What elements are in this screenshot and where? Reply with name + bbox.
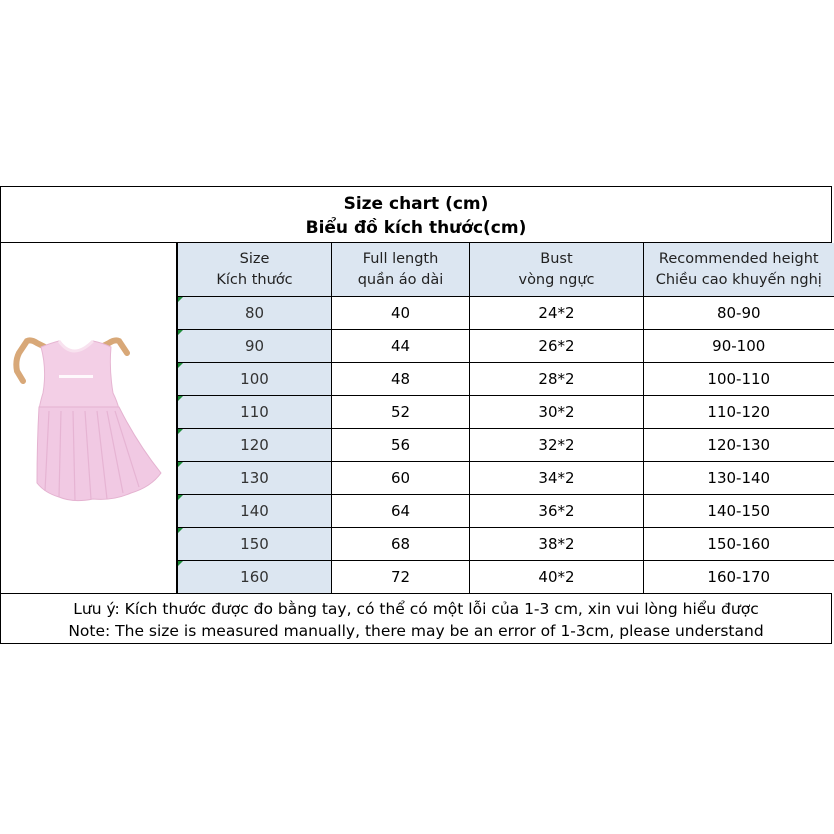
cell-size: 130	[178, 462, 332, 495]
table-row	[178, 429, 834, 462]
header-bust-vi: vòng ngực	[518, 271, 595, 288]
note-english: Note: The size is measured manually, there may be an error of 1-3cm, please understand	[68, 622, 764, 640]
header-length-vi: quần áo dài	[357, 271, 444, 288]
cell-height: 110-120	[644, 396, 834, 429]
cell-bust: 38*2	[470, 528, 644, 561]
cell-length: 60	[332, 462, 470, 495]
pink-dress-image	[1, 243, 177, 593]
table-row	[178, 330, 834, 363]
cell-size: 160	[178, 561, 332, 594]
title-vietnamese: Biểu đồ kích thước(cm)	[305, 218, 527, 238]
cell-height: 100-110	[644, 363, 834, 396]
cell-height: 80-90	[644, 297, 834, 330]
title-english: Size chart (cm)	[343, 194, 489, 214]
cell-height: 160-170	[644, 561, 834, 594]
header-size-vi: Kích thước	[216, 271, 293, 288]
cell-length: 64	[332, 495, 470, 528]
table-row	[178, 363, 834, 396]
cell-length: 40	[332, 297, 470, 330]
table-row	[178, 528, 834, 561]
cell-size: 100	[178, 363, 332, 396]
cell-bust: 32*2	[470, 429, 644, 462]
cell-height: 120-130	[644, 429, 834, 462]
cell-bust: 40*2	[470, 561, 644, 594]
header-bust	[470, 243, 644, 297]
cell-length: 56	[332, 429, 470, 462]
cell-length: 48	[332, 363, 470, 396]
table-row	[178, 561, 834, 594]
cell-bust: 28*2	[470, 363, 644, 396]
table-row	[178, 297, 834, 330]
table-row	[178, 396, 834, 429]
cell-height: 130-140	[644, 462, 834, 495]
cell-bust: 24*2	[470, 297, 644, 330]
table-header-row	[178, 243, 834, 297]
cell-length: 72	[332, 561, 470, 594]
cell-height: 90-100	[644, 330, 834, 363]
header-height-vi: Chiều cao khuyến nghị	[655, 271, 822, 288]
cell-height: 150-160	[644, 528, 834, 561]
cell-bust: 34*2	[470, 462, 644, 495]
header-bust-en: Bust	[540, 250, 573, 267]
cell-size: 120	[178, 429, 332, 462]
cell-size: 150	[178, 528, 332, 561]
cell-length: 68	[332, 528, 470, 561]
product-image-cell	[1, 243, 177, 593]
cell-size: 90	[178, 330, 332, 363]
chart-title	[1, 187, 831, 243]
cell-size: 140	[178, 495, 332, 528]
header-height	[644, 243, 834, 297]
note-vietnamese: Lưu ý: Kích thước được đo bằng tay, có thể có một lỗi của 1-3 cm, xin vui lòng hiểu được	[73, 600, 759, 618]
measurement-note	[1, 593, 831, 645]
size-chart	[0, 186, 832, 644]
header-height-en: Recommended height	[658, 250, 819, 267]
cell-bust: 26*2	[470, 330, 644, 363]
table-row	[178, 462, 834, 495]
header-size	[178, 243, 332, 297]
header-length	[332, 243, 470, 297]
cell-size: 110	[178, 396, 332, 429]
cell-size: 80	[178, 297, 332, 330]
table-row	[178, 495, 834, 528]
cell-length: 52	[332, 396, 470, 429]
cell-length: 44	[332, 330, 470, 363]
cell-bust: 36*2	[470, 495, 644, 528]
header-size-en: Size	[239, 250, 270, 267]
cell-bust: 30*2	[470, 396, 644, 429]
header-length-en: Full length	[362, 250, 439, 267]
cell-height: 140-150	[644, 495, 834, 528]
size-table	[177, 243, 834, 593]
